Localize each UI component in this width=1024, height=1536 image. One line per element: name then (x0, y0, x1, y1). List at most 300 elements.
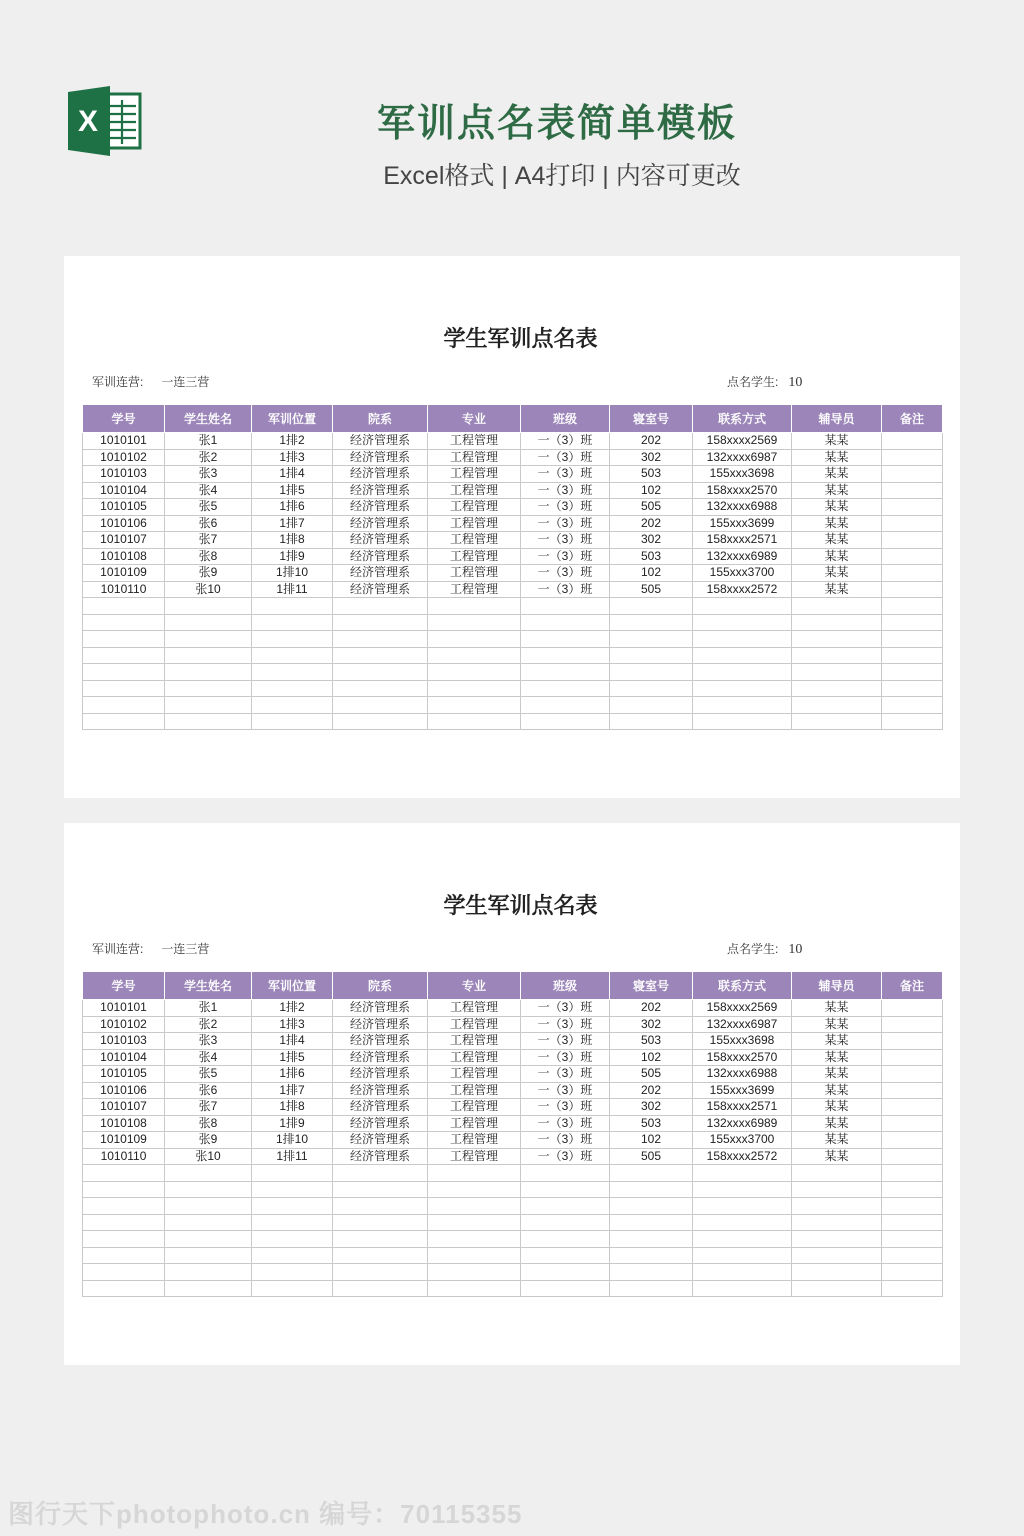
table-cell[interactable] (882, 433, 943, 450)
table-cell[interactable]: 某某 (792, 1066, 882, 1083)
table-cell[interactable]: 工程管理 (428, 1033, 521, 1050)
table-cell[interactable]: 1010105 (83, 1066, 165, 1083)
table-cell[interactable]: 张9 (165, 565, 252, 582)
table-cell[interactable] (882, 1115, 943, 1132)
table-cell[interactable]: 工程管理 (428, 1049, 521, 1066)
table-cell[interactable] (882, 1148, 943, 1165)
table-cell[interactable] (882, 499, 943, 516)
table-cell[interactable] (882, 1049, 943, 1066)
table-cell[interactable] (882, 1247, 943, 1264)
table-cell[interactable]: 一（3）班 (521, 482, 610, 499)
table-cell[interactable]: 张8 (165, 1115, 252, 1132)
table-cell[interactable] (83, 1247, 165, 1264)
table-cell[interactable]: 503 (610, 466, 693, 483)
table-cell[interactable] (693, 1280, 792, 1297)
table-cell[interactable] (882, 1280, 943, 1297)
table-cell[interactable]: 经济管理系 (333, 1082, 428, 1099)
table-cell[interactable] (252, 697, 333, 714)
table-cell[interactable]: 1排5 (252, 482, 333, 499)
table-cell[interactable]: 505 (610, 581, 693, 598)
table-cell[interactable]: 1排5 (252, 1049, 333, 1066)
table-cell[interactable] (83, 680, 165, 697)
table-cell[interactable]: 503 (610, 1115, 693, 1132)
table-cell[interactable]: 张4 (165, 482, 252, 499)
table-cell[interactable] (610, 1231, 693, 1248)
table-cell[interactable] (521, 713, 610, 730)
table-cell[interactable] (165, 713, 252, 730)
table-cell[interactable] (882, 631, 943, 648)
table-cell[interactable] (165, 1165, 252, 1182)
table-cell[interactable] (693, 713, 792, 730)
table-cell[interactable] (610, 1247, 693, 1264)
table-cell[interactable] (252, 713, 333, 730)
table-cell[interactable]: 工程管理 (428, 1132, 521, 1149)
table-cell[interactable]: 工程管理 (428, 499, 521, 516)
table-cell[interactable] (83, 1264, 165, 1281)
table-cell[interactable]: 302 (610, 1016, 693, 1033)
table-cell[interactable]: 一（3）班 (521, 1115, 610, 1132)
table-cell[interactable]: 132xxxx6989 (693, 548, 792, 565)
table-cell[interactable]: 一（3）班 (521, 499, 610, 516)
table-cell[interactable]: 1排8 (252, 532, 333, 549)
table-cell[interactable]: 1010110 (83, 581, 165, 598)
table-cell[interactable]: 经济管理系 (333, 1049, 428, 1066)
table-cell[interactable]: 一（3）班 (521, 565, 610, 582)
table-cell[interactable]: 158xxxx2571 (693, 532, 792, 549)
table-cell[interactable]: 1排10 (252, 565, 333, 582)
table-cell[interactable]: 1排11 (252, 1148, 333, 1165)
table-cell[interactable] (428, 1214, 521, 1231)
table-cell[interactable] (882, 680, 943, 697)
table-cell[interactable]: 经济管理系 (333, 499, 428, 516)
table-cell[interactable]: 158xxxx2572 (693, 1148, 792, 1165)
table-cell[interactable]: 工程管理 (428, 581, 521, 598)
table-cell[interactable]: 1010108 (83, 1115, 165, 1132)
table-cell[interactable] (792, 664, 882, 681)
table-cell[interactable] (882, 1181, 943, 1198)
table-cell[interactable]: 某某 (792, 532, 882, 549)
table-cell[interactable]: 158xxxx2571 (693, 1099, 792, 1116)
table-cell[interactable] (792, 1198, 882, 1215)
table-cell[interactable] (882, 1198, 943, 1215)
table-cell[interactable] (333, 1247, 428, 1264)
table-cell[interactable] (83, 1231, 165, 1248)
table-cell[interactable]: 某某 (792, 433, 882, 450)
table-cell[interactable]: 张7 (165, 1099, 252, 1116)
table-cell[interactable] (252, 1280, 333, 1297)
table-cell[interactable] (882, 466, 943, 483)
table-cell[interactable]: 某某 (792, 482, 882, 499)
table-cell[interactable]: 1010103 (83, 466, 165, 483)
table-cell[interactable]: 1010103 (83, 1033, 165, 1050)
table-cell[interactable] (428, 598, 521, 615)
table-cell[interactable]: 505 (610, 1148, 693, 1165)
table-cell[interactable]: 1010101 (83, 433, 165, 450)
table-cell[interactable] (83, 1198, 165, 1215)
table-cell[interactable]: 张5 (165, 499, 252, 516)
table-cell[interactable]: 155xxx3700 (693, 1132, 792, 1149)
table-cell[interactable] (333, 1264, 428, 1281)
table-cell[interactable] (83, 631, 165, 648)
table-cell[interactable]: 某某 (792, 466, 882, 483)
table-cell[interactable]: 一（3）班 (521, 1082, 610, 1099)
table-cell[interactable] (333, 664, 428, 681)
table-cell[interactable]: 202 (610, 433, 693, 450)
table-cell[interactable]: 1010109 (83, 1132, 165, 1149)
table-cell[interactable] (610, 680, 693, 697)
table-cell[interactable] (610, 1181, 693, 1198)
table-cell[interactable] (792, 631, 882, 648)
table-cell[interactable] (165, 1214, 252, 1231)
table-cell[interactable]: 张1 (165, 1000, 252, 1017)
table-cell[interactable] (252, 1165, 333, 1182)
table-cell[interactable]: 某某 (792, 1082, 882, 1099)
table-cell[interactable]: 1010109 (83, 565, 165, 582)
table-cell[interactable]: 一（3）班 (521, 532, 610, 549)
table-cell[interactable]: 155xxx3698 (693, 1033, 792, 1050)
table-cell[interactable]: 经济管理系 (333, 1099, 428, 1116)
table-cell[interactable]: 158xxxx2572 (693, 581, 792, 598)
table-cell[interactable]: 张10 (165, 581, 252, 598)
table-cell[interactable] (610, 1165, 693, 1182)
table-cell[interactable]: 经济管理系 (333, 449, 428, 466)
table-cell[interactable]: 工程管理 (428, 532, 521, 549)
table-cell[interactable] (792, 1231, 882, 1248)
table-cell[interactable] (882, 664, 943, 681)
table-cell[interactable]: 一（3）班 (521, 1148, 610, 1165)
table-cell[interactable]: 102 (610, 1132, 693, 1149)
table-cell[interactable]: 302 (610, 449, 693, 466)
table-cell[interactable] (882, 1033, 943, 1050)
table-cell[interactable]: 一（3）班 (521, 449, 610, 466)
table-cell[interactable] (521, 1247, 610, 1264)
table-cell[interactable]: 一（3）班 (521, 1033, 610, 1050)
table-cell[interactable] (333, 614, 428, 631)
table-cell[interactable]: 经济管理系 (333, 433, 428, 450)
table-cell[interactable]: 1排8 (252, 1099, 333, 1116)
table-cell[interactable] (792, 614, 882, 631)
table-cell[interactable] (252, 647, 333, 664)
table-cell[interactable] (333, 697, 428, 714)
table-cell[interactable]: 1010110 (83, 1148, 165, 1165)
table-cell[interactable]: 工程管理 (428, 1000, 521, 1017)
table-cell[interactable] (165, 1280, 252, 1297)
table-cell[interactable] (428, 1181, 521, 1198)
table-cell[interactable] (333, 1280, 428, 1297)
table-cell[interactable] (882, 565, 943, 582)
table-cell[interactable] (521, 647, 610, 664)
table-cell[interactable]: 1排6 (252, 499, 333, 516)
table-cell[interactable]: 1010102 (83, 1016, 165, 1033)
table-cell[interactable] (792, 647, 882, 664)
table-cell[interactable]: 1010105 (83, 499, 165, 516)
table-cell[interactable] (693, 1264, 792, 1281)
table-cell[interactable]: 302 (610, 532, 693, 549)
table-cell[interactable] (165, 1247, 252, 1264)
table-cell[interactable] (610, 1214, 693, 1231)
table-cell[interactable]: 某某 (792, 1099, 882, 1116)
table-cell[interactable] (333, 1181, 428, 1198)
table-cell[interactable] (333, 598, 428, 615)
table-cell[interactable]: 1排3 (252, 449, 333, 466)
table-cell[interactable]: 1排3 (252, 1016, 333, 1033)
table-cell[interactable] (693, 1165, 792, 1182)
table-cell[interactable] (792, 1214, 882, 1231)
table-cell[interactable] (882, 515, 943, 532)
table-cell[interactable]: 经济管理系 (333, 1148, 428, 1165)
table-cell[interactable] (521, 680, 610, 697)
table-cell[interactable]: 一（3）班 (521, 1099, 610, 1116)
table-cell[interactable] (610, 697, 693, 714)
table-cell[interactable] (165, 631, 252, 648)
table-cell[interactable]: 经济管理系 (333, 1132, 428, 1149)
table-cell[interactable] (882, 1066, 943, 1083)
table-cell[interactable]: 某某 (792, 515, 882, 532)
table-cell[interactable] (792, 598, 882, 615)
table-cell[interactable]: 1排2 (252, 1000, 333, 1017)
table-cell[interactable] (428, 1264, 521, 1281)
table-cell[interactable] (428, 1247, 521, 1264)
table-cell[interactable]: 某某 (792, 1016, 882, 1033)
table-cell[interactable] (610, 713, 693, 730)
table-cell[interactable]: 一（3）班 (521, 1000, 610, 1017)
table-cell[interactable] (83, 1181, 165, 1198)
table-cell[interactable]: 经济管理系 (333, 1066, 428, 1083)
table-cell[interactable] (693, 1247, 792, 1264)
table-cell[interactable]: 工程管理 (428, 482, 521, 499)
table-cell[interactable]: 某某 (792, 449, 882, 466)
table-cell[interactable] (610, 647, 693, 664)
table-cell[interactable]: 1010107 (83, 532, 165, 549)
table-cell[interactable]: 158xxxx2570 (693, 482, 792, 499)
table-cell[interactable] (165, 647, 252, 664)
table-cell[interactable]: 张9 (165, 1132, 252, 1149)
table-cell[interactable] (521, 1198, 610, 1215)
table-cell[interactable] (882, 1132, 943, 1149)
table-cell[interactable] (882, 647, 943, 664)
table-cell[interactable]: 102 (610, 565, 693, 582)
table-cell[interactable] (252, 631, 333, 648)
table-cell[interactable]: 158xxxx2570 (693, 1049, 792, 1066)
table-cell[interactable]: 工程管理 (428, 1066, 521, 1083)
table-cell[interactable] (792, 1264, 882, 1281)
table-cell[interactable] (252, 1231, 333, 1248)
table-cell[interactable] (693, 1198, 792, 1215)
table-cell[interactable] (83, 647, 165, 664)
table-cell[interactable]: 工程管理 (428, 1148, 521, 1165)
table-cell[interactable]: 102 (610, 1049, 693, 1066)
table-cell[interactable] (882, 482, 943, 499)
table-cell[interactable] (252, 1214, 333, 1231)
table-cell[interactable] (333, 1231, 428, 1248)
table-cell[interactable] (792, 713, 882, 730)
table-cell[interactable] (333, 713, 428, 730)
table-cell[interactable]: 经济管理系 (333, 565, 428, 582)
table-cell[interactable]: 一（3）班 (521, 1049, 610, 1066)
table-cell[interactable] (83, 664, 165, 681)
table-cell[interactable]: 工程管理 (428, 1099, 521, 1116)
table-cell[interactable] (165, 1264, 252, 1281)
table-cell[interactable]: 某某 (792, 499, 882, 516)
table-cell[interactable] (428, 1280, 521, 1297)
table-cell[interactable]: 1排7 (252, 1082, 333, 1099)
table-cell[interactable] (792, 1247, 882, 1264)
table-cell[interactable]: 1010102 (83, 449, 165, 466)
table-cell[interactable] (333, 1165, 428, 1182)
table-cell[interactable]: 某某 (792, 1049, 882, 1066)
table-cell[interactable] (428, 1198, 521, 1215)
table-cell[interactable] (610, 598, 693, 615)
table-cell[interactable]: 张10 (165, 1148, 252, 1165)
table-cell[interactable] (428, 680, 521, 697)
table-cell[interactable] (693, 1214, 792, 1231)
table-cell[interactable]: 工程管理 (428, 1016, 521, 1033)
table-cell[interactable]: 张6 (165, 515, 252, 532)
table-cell[interactable]: 1排7 (252, 515, 333, 532)
table-cell[interactable]: 1排4 (252, 1033, 333, 1050)
table-cell[interactable]: 1010106 (83, 1082, 165, 1099)
table-cell[interactable]: 某某 (792, 1132, 882, 1149)
table-cell[interactable]: 工程管理 (428, 565, 521, 582)
table-cell[interactable] (610, 664, 693, 681)
table-cell[interactable] (882, 1016, 943, 1033)
table-cell[interactable] (521, 1181, 610, 1198)
table-cell[interactable] (165, 664, 252, 681)
table-cell[interactable]: 经济管理系 (333, 466, 428, 483)
table-cell[interactable]: 1排11 (252, 581, 333, 598)
table-cell[interactable] (83, 614, 165, 631)
table-cell[interactable] (792, 680, 882, 697)
table-cell[interactable]: 工程管理 (428, 548, 521, 565)
table-cell[interactable]: 一（3）班 (521, 433, 610, 450)
table-cell[interactable] (428, 664, 521, 681)
table-cell[interactable]: 132xxxx6987 (693, 1016, 792, 1033)
table-cell[interactable] (521, 1231, 610, 1248)
table-cell[interactable]: 工程管理 (428, 1115, 521, 1132)
table-cell[interactable]: 202 (610, 1000, 693, 1017)
table-cell[interactable]: 工程管理 (428, 1082, 521, 1099)
table-cell[interactable] (252, 1198, 333, 1215)
table-cell[interactable] (83, 1165, 165, 1182)
table-cell[interactable] (428, 697, 521, 714)
table-cell[interactable]: 102 (610, 482, 693, 499)
table-cell[interactable]: 一（3）班 (521, 1132, 610, 1149)
table-cell[interactable]: 经济管理系 (333, 1115, 428, 1132)
table-cell[interactable]: 1排9 (252, 1115, 333, 1132)
table-cell[interactable] (792, 1165, 882, 1182)
table-cell[interactable]: 经济管理系 (333, 532, 428, 549)
table-cell[interactable]: 503 (610, 548, 693, 565)
table-cell[interactable] (252, 614, 333, 631)
table-cell[interactable] (693, 598, 792, 615)
table-cell[interactable]: 张1 (165, 433, 252, 450)
table-cell[interactable]: 132xxxx6987 (693, 449, 792, 466)
table-cell[interactable] (610, 1198, 693, 1215)
table-cell[interactable] (882, 713, 943, 730)
table-cell[interactable] (521, 631, 610, 648)
table-cell[interactable] (882, 548, 943, 565)
table-cell[interactable]: 一（3）班 (521, 1066, 610, 1083)
table-cell[interactable]: 经济管理系 (333, 1016, 428, 1033)
table-cell[interactable]: 某某 (792, 1148, 882, 1165)
table-cell[interactable]: 经济管理系 (333, 515, 428, 532)
table-cell[interactable] (83, 1214, 165, 1231)
table-cell[interactable] (521, 598, 610, 615)
table-cell[interactable]: 1010108 (83, 548, 165, 565)
table-cell[interactable]: 一（3）班 (521, 466, 610, 483)
table-cell[interactable] (521, 697, 610, 714)
table-cell[interactable] (882, 1082, 943, 1099)
table-cell[interactable]: 302 (610, 1099, 693, 1116)
table-cell[interactable] (252, 1247, 333, 1264)
table-cell[interactable] (693, 1181, 792, 1198)
table-cell[interactable] (882, 581, 943, 598)
table-cell[interactable]: 503 (610, 1033, 693, 1050)
table-cell[interactable]: 505 (610, 1066, 693, 1083)
table-cell[interactable]: 张5 (165, 1066, 252, 1083)
table-cell[interactable] (333, 1198, 428, 1215)
table-cell[interactable] (882, 697, 943, 714)
table-cell[interactable]: 工程管理 (428, 466, 521, 483)
table-cell[interactable]: 1排6 (252, 1066, 333, 1083)
table-cell[interactable] (792, 1280, 882, 1297)
table-cell[interactable] (165, 598, 252, 615)
table-cell[interactable]: 张6 (165, 1082, 252, 1099)
table-cell[interactable] (83, 713, 165, 730)
table-cell[interactable] (882, 598, 943, 615)
table-cell[interactable] (792, 697, 882, 714)
table-cell[interactable] (428, 713, 521, 730)
table-cell[interactable] (882, 1231, 943, 1248)
table-cell[interactable]: 155xxx3699 (693, 1082, 792, 1099)
table-cell[interactable] (792, 1181, 882, 1198)
table-cell[interactable] (333, 647, 428, 664)
table-cell[interactable] (521, 614, 610, 631)
table-cell[interactable] (693, 664, 792, 681)
table-cell[interactable] (521, 664, 610, 681)
table-cell[interactable]: 1010104 (83, 1049, 165, 1066)
table-cell[interactable]: 一（3）班 (521, 515, 610, 532)
table-cell[interactable]: 一（3）班 (521, 581, 610, 598)
table-cell[interactable]: 1排4 (252, 466, 333, 483)
table-cell[interactable] (428, 631, 521, 648)
table-cell[interactable]: 工程管理 (428, 449, 521, 466)
table-cell[interactable]: 工程管理 (428, 433, 521, 450)
table-cell[interactable]: 155xxx3699 (693, 515, 792, 532)
table-cell[interactable] (882, 1214, 943, 1231)
table-cell[interactable] (252, 1181, 333, 1198)
table-cell[interactable]: 1010106 (83, 515, 165, 532)
table-cell[interactable] (165, 1181, 252, 1198)
table-cell[interactable] (610, 614, 693, 631)
table-cell[interactable] (610, 631, 693, 648)
table-cell[interactable]: 张4 (165, 1049, 252, 1066)
table-cell[interactable] (521, 1264, 610, 1281)
table-cell[interactable] (693, 631, 792, 648)
table-cell[interactable] (252, 680, 333, 697)
table-cell[interactable] (521, 1165, 610, 1182)
table-cell[interactable] (165, 614, 252, 631)
table-cell[interactable] (693, 614, 792, 631)
table-cell[interactable] (428, 614, 521, 631)
table-cell[interactable] (882, 1099, 943, 1116)
table-cell[interactable]: 1010101 (83, 1000, 165, 1017)
table-cell[interactable] (428, 1165, 521, 1182)
table-cell[interactable]: 155xxx3698 (693, 466, 792, 483)
table-cell[interactable]: 张3 (165, 466, 252, 483)
table-cell[interactable]: 经济管理系 (333, 581, 428, 598)
table-cell[interactable] (882, 614, 943, 631)
